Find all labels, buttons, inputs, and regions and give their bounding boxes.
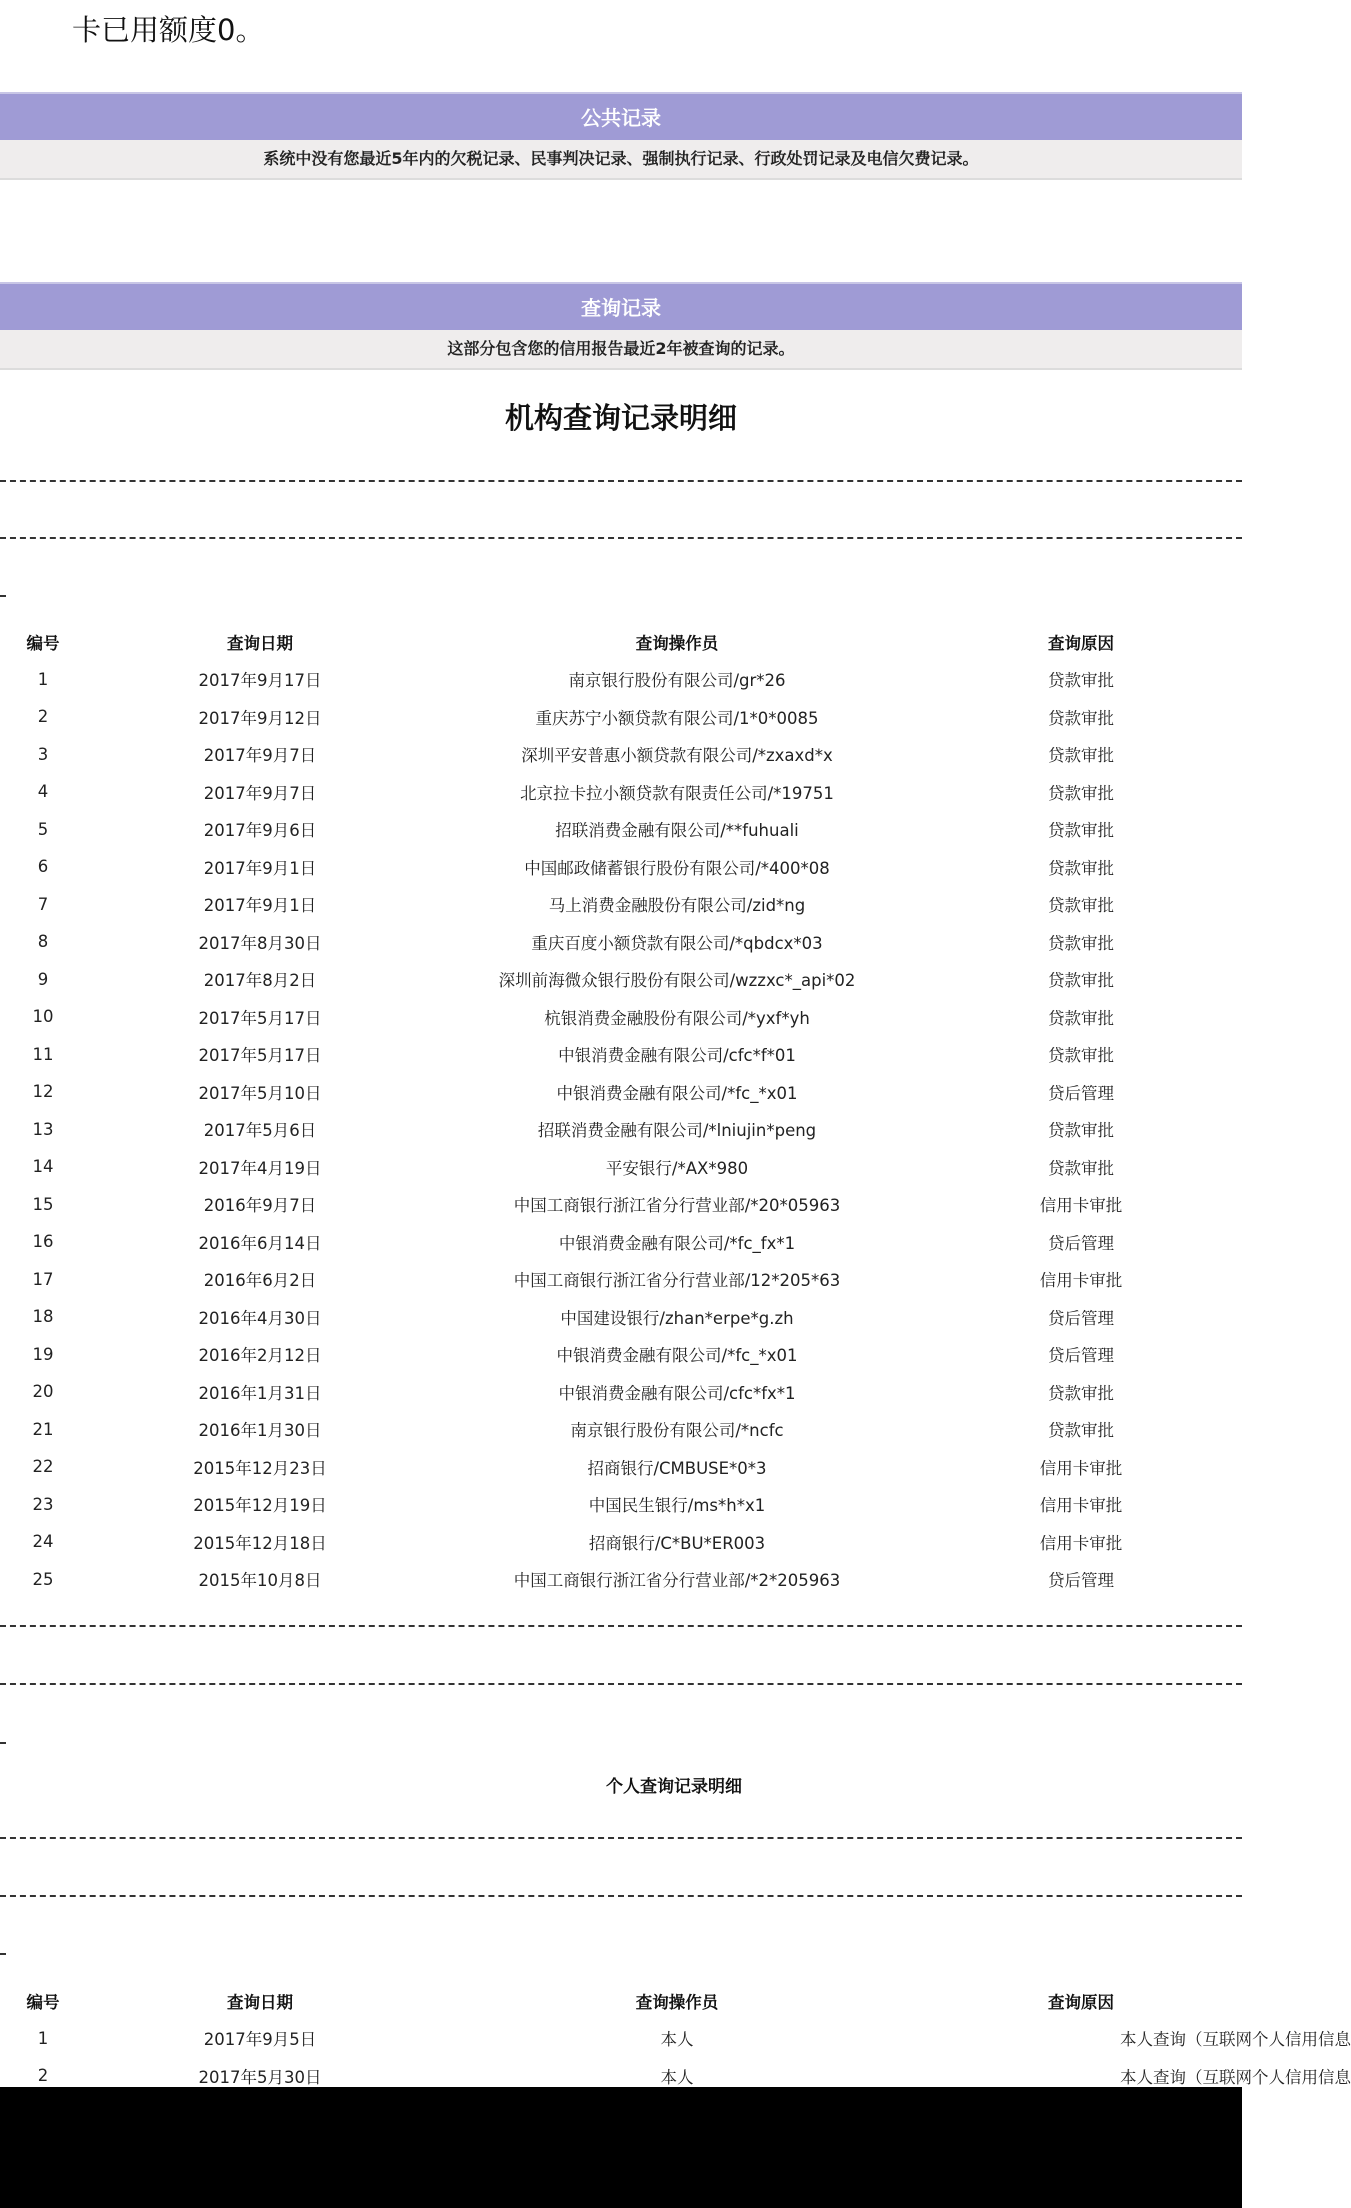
header-no: 编号 bbox=[26, 1992, 60, 2012]
table-row bbox=[0, 1411, 1242, 1449]
cell-operator: 南京银行股份有限公司/*ncfc bbox=[570, 1421, 784, 1441]
cell-reason: 贷款审批 bbox=[1048, 671, 1114, 691]
cell-operator: 中银消费金融有限公司/*fc_*x01 bbox=[556, 1083, 798, 1103]
cell-operator: 中银消费金融有限公司/*fc_*x01 bbox=[556, 1346, 798, 1366]
cell-reason: 贷后管理 bbox=[1048, 1571, 1114, 1591]
cell-operator: 中银消费金融有限公司/cfc*f*01 bbox=[558, 1046, 796, 1066]
cell-reason: 贷款审批 bbox=[1048, 783, 1114, 803]
cell-no: 20 bbox=[32, 1382, 54, 1402]
divider-tick bbox=[0, 1953, 6, 1955]
cell-date: 2017年4月19日 bbox=[198, 1158, 322, 1178]
cell-reason: 本人查询（互联网个人信用信息 bbox=[1120, 2067, 1351, 2087]
query-records-header: 查询记录 bbox=[0, 282, 1242, 330]
table-row bbox=[0, 1373, 1242, 1411]
cell-operator: 南京银行股份有限公司/gr*26 bbox=[568, 671, 786, 691]
cell-reason: 贷后管理 bbox=[1048, 1083, 1114, 1103]
cell-no: 13 bbox=[32, 1119, 54, 1139]
cell-operator: 招联消费金融有限公司/**fuhuali bbox=[555, 821, 799, 841]
cell-reason: 贷款审批 bbox=[1048, 1121, 1114, 1141]
dashed-divider bbox=[0, 1683, 1242, 1685]
cell-no: 25 bbox=[32, 1569, 54, 1589]
table-row bbox=[0, 1073, 1242, 1111]
divider-tick bbox=[0, 595, 6, 597]
table-row bbox=[0, 1298, 1242, 1336]
dashed-divider bbox=[0, 1837, 1242, 1839]
table-row bbox=[0, 1336, 1242, 1374]
cell-reason: 贷后管理 bbox=[1048, 1346, 1114, 1366]
cell-no: 6 bbox=[37, 857, 49, 877]
cell-operator: 中国工商银行浙江省分行营业部/*20*05963 bbox=[513, 1196, 841, 1216]
cell-date: 2015年10月8日 bbox=[198, 1571, 322, 1591]
cell-no: 18 bbox=[32, 1307, 54, 1327]
cell-reason: 信用卡审批 bbox=[1039, 1196, 1123, 1216]
cell-date: 2017年9月17日 bbox=[198, 671, 322, 691]
personal-queries-table bbox=[0, 1982, 1351, 2095]
cell-date: 2017年9月7日 bbox=[203, 783, 317, 803]
table-row bbox=[0, 886, 1242, 924]
cell-date: 2016年9月7日 bbox=[203, 1196, 317, 1216]
query-records-description: 这部分包含您的信用报告最近2年被查询的记录。 bbox=[0, 330, 1242, 370]
dashed-divider bbox=[0, 1625, 1242, 1627]
header-operator: 查询操作员 bbox=[635, 1992, 719, 2012]
public-records-header: 公共记录 bbox=[0, 92, 1242, 140]
screen-bottom-bar bbox=[0, 2087, 1242, 2208]
header-no: 编号 bbox=[26, 633, 60, 653]
table-row bbox=[0, 1111, 1242, 1149]
cell-operator: 中国民生银行/ms*h*x1 bbox=[588, 1496, 766, 1516]
intro-text: 卡已用额度0。 bbox=[72, 13, 265, 47]
cell-no: 8 bbox=[37, 932, 49, 952]
cell-reason: 贷款审批 bbox=[1048, 858, 1114, 878]
table-row bbox=[0, 1036, 1242, 1074]
cell-no: 15 bbox=[32, 1194, 54, 1214]
cell-operator: 深圳前海微众银行股份有限公司/wzzxc*_api*02 bbox=[498, 971, 856, 991]
cell-no: 1 bbox=[37, 2028, 49, 2048]
cell-date: 2015年12月19日 bbox=[193, 1496, 327, 1516]
dashed-divider bbox=[0, 1895, 1242, 1897]
cell-no: 22 bbox=[32, 1457, 54, 1477]
table-row bbox=[0, 736, 1242, 774]
cell-operator: 中银消费金融有限公司/*fc_fx*1 bbox=[558, 1233, 796, 1253]
cell-no: 2 bbox=[37, 707, 49, 727]
cell-date: 2017年9月5日 bbox=[203, 2030, 317, 2050]
cell-no: 19 bbox=[32, 1344, 54, 1364]
cell-reason: 信用卡审批 bbox=[1039, 1271, 1123, 1291]
cell-no: 3 bbox=[37, 744, 49, 764]
table-row bbox=[0, 661, 1242, 699]
table-row bbox=[0, 1261, 1242, 1299]
cell-reason: 贷款审批 bbox=[1048, 971, 1114, 991]
table-row bbox=[0, 2020, 1242, 2058]
institution-queries-table bbox=[0, 623, 1242, 1598]
cell-reason: 贷款审批 bbox=[1048, 1421, 1114, 1441]
table-row bbox=[0, 698, 1242, 736]
cell-date: 2017年9月12日 bbox=[198, 708, 322, 728]
cell-operator: 本人 bbox=[660, 2067, 694, 2087]
cell-date: 2017年5月10日 bbox=[198, 1083, 322, 1103]
cell-reason: 贷后管理 bbox=[1048, 1233, 1114, 1253]
cell-no: 17 bbox=[32, 1269, 54, 1289]
table-row bbox=[0, 1223, 1242, 1261]
dashed-divider bbox=[0, 480, 1242, 482]
cell-operator: 重庆百度小额贷款有限公司/*qbdcx*03 bbox=[531, 933, 823, 953]
cell-reason: 贷款审批 bbox=[1048, 896, 1114, 916]
cell-date: 2017年8月30日 bbox=[198, 933, 322, 953]
cell-reason: 信用卡审批 bbox=[1039, 1496, 1123, 1516]
table-header-row bbox=[0, 623, 1242, 661]
cell-no: 9 bbox=[37, 969, 49, 989]
cell-date: 2017年9月6日 bbox=[203, 821, 317, 841]
cell-reason: 贷后管理 bbox=[1048, 1308, 1114, 1328]
table-row bbox=[0, 923, 1242, 961]
cell-date: 2017年5月30日 bbox=[198, 2067, 322, 2087]
table-row bbox=[0, 773, 1242, 811]
cell-date: 2017年9月7日 bbox=[203, 746, 317, 766]
cell-no: 10 bbox=[32, 1007, 54, 1027]
cell-operator: 深圳平安普惠小额贷款有限公司/*zxaxd*x bbox=[521, 746, 833, 766]
header-date: 查询日期 bbox=[227, 1992, 293, 2012]
header-date: 查询日期 bbox=[227, 633, 293, 653]
cell-no: 11 bbox=[32, 1044, 54, 1064]
public-records-description: 系统中没有您最近5年内的欠税记录、民事判决记录、强制执行记录、行政处罚记录及电信欠费记录。 bbox=[0, 140, 1242, 180]
cell-date: 2017年8月2日 bbox=[203, 971, 317, 991]
table-header-row bbox=[0, 1982, 1242, 2020]
cell-operator: 中国工商银行浙江省分行营业部/*2*205963 bbox=[513, 1571, 841, 1591]
cell-reason: 贷款审批 bbox=[1048, 933, 1114, 953]
dashed-divider bbox=[0, 537, 1242, 539]
cell-no: 5 bbox=[37, 819, 49, 839]
cell-reason: 贷款审批 bbox=[1048, 746, 1114, 766]
table-row bbox=[0, 1448, 1242, 1486]
cell-no: 7 bbox=[37, 894, 49, 914]
cell-operator: 马上消费金融股份有限公司/zid*ng bbox=[548, 896, 806, 916]
cell-reason: 贷款审批 bbox=[1048, 1158, 1114, 1178]
header-reason: 查询原因 bbox=[1048, 1992, 1114, 2012]
cell-reason: 贷款审批 bbox=[1048, 708, 1114, 728]
cell-reason: 信用卡审批 bbox=[1039, 1533, 1123, 1553]
table-row bbox=[0, 961, 1242, 999]
cell-date: 2017年5月17日 bbox=[198, 1046, 322, 1066]
header-reason: 查询原因 bbox=[1048, 633, 1114, 653]
table-row bbox=[0, 1186, 1242, 1224]
cell-reason: 本人查询（互联网个人信用信息 bbox=[1120, 2030, 1351, 2050]
table-row bbox=[0, 811, 1242, 849]
cell-reason: 贷款审批 bbox=[1048, 821, 1114, 841]
table-row bbox=[0, 998, 1242, 1036]
cell-date: 2017年5月6日 bbox=[203, 1121, 317, 1141]
cell-operator: 中国邮政储蓄银行股份有限公司/*400*08 bbox=[524, 858, 830, 878]
personal-queries-title: 个人查询记录明细 bbox=[606, 1777, 742, 1797]
cell-date: 2017年9月1日 bbox=[203, 896, 317, 916]
institution-queries-title: 机构查询记录明细 bbox=[504, 401, 737, 435]
cell-operator: 本人 bbox=[660, 2030, 694, 2050]
cell-no: 12 bbox=[32, 1082, 54, 1102]
cell-no: 2 bbox=[37, 2066, 49, 2086]
cell-no: 21 bbox=[32, 1419, 54, 1439]
table-row bbox=[0, 1523, 1242, 1561]
cell-date: 2017年5月17日 bbox=[198, 1008, 322, 1028]
cell-no: 4 bbox=[37, 782, 49, 802]
cell-date: 2016年6月14日 bbox=[198, 1233, 322, 1253]
cell-operator: 中国工商银行浙江省分行营业部/12*205*63 bbox=[513, 1271, 841, 1291]
table-row bbox=[0, 1486, 1242, 1524]
divider-tick bbox=[0, 1742, 6, 1744]
cell-no: 16 bbox=[32, 1232, 54, 1252]
cell-operator: 招商银行/CMBUSE*0*3 bbox=[587, 1458, 767, 1478]
cell-operator: 平安银行/*AX*980 bbox=[605, 1158, 749, 1178]
cell-date: 2015年12月23日 bbox=[193, 1458, 327, 1478]
cell-reason: 贷款审批 bbox=[1048, 1008, 1114, 1028]
cell-reason: 信用卡审批 bbox=[1039, 1458, 1123, 1478]
cell-date: 2016年6月2日 bbox=[203, 1271, 317, 1291]
cell-operator: 招联消费金融有限公司/*lniujin*peng bbox=[537, 1121, 817, 1141]
table-row bbox=[0, 848, 1242, 886]
cell-operator: 中国建设银行/zhan*erpe*g.zh bbox=[560, 1308, 794, 1328]
header-operator: 查询操作员 bbox=[635, 633, 719, 653]
cell-no: 1 bbox=[37, 669, 49, 689]
table-row bbox=[0, 1148, 1242, 1186]
cell-date: 2016年4月30日 bbox=[198, 1308, 322, 1328]
cell-date: 2015年12月18日 bbox=[193, 1533, 327, 1553]
cell-date: 2016年2月12日 bbox=[198, 1346, 322, 1366]
cell-date: 2017年9月1日 bbox=[203, 858, 317, 878]
cell-no: 14 bbox=[32, 1157, 54, 1177]
cell-reason: 贷款审批 bbox=[1048, 1383, 1114, 1403]
cell-no: 24 bbox=[32, 1532, 54, 1552]
cell-operator: 中银消费金融有限公司/cfc*fx*1 bbox=[558, 1383, 796, 1403]
cell-operator: 招商银行/C*BU*ER003 bbox=[588, 1533, 766, 1553]
cell-operator: 北京拉卡拉小额贷款有限责任公司/*19751 bbox=[520, 783, 834, 803]
cell-date: 2016年1月30日 bbox=[198, 1421, 322, 1441]
cell-operator: 重庆苏宁小额贷款有限公司/1*0*0085 bbox=[535, 708, 819, 728]
cell-date: 2016年1月31日 bbox=[198, 1383, 322, 1403]
cell-reason: 贷款审批 bbox=[1048, 1046, 1114, 1066]
cell-operator: 杭银消费金融股份有限公司/*yxf*yh bbox=[544, 1008, 810, 1028]
cell-no: 23 bbox=[32, 1494, 54, 1514]
table-row bbox=[0, 1561, 1242, 1599]
